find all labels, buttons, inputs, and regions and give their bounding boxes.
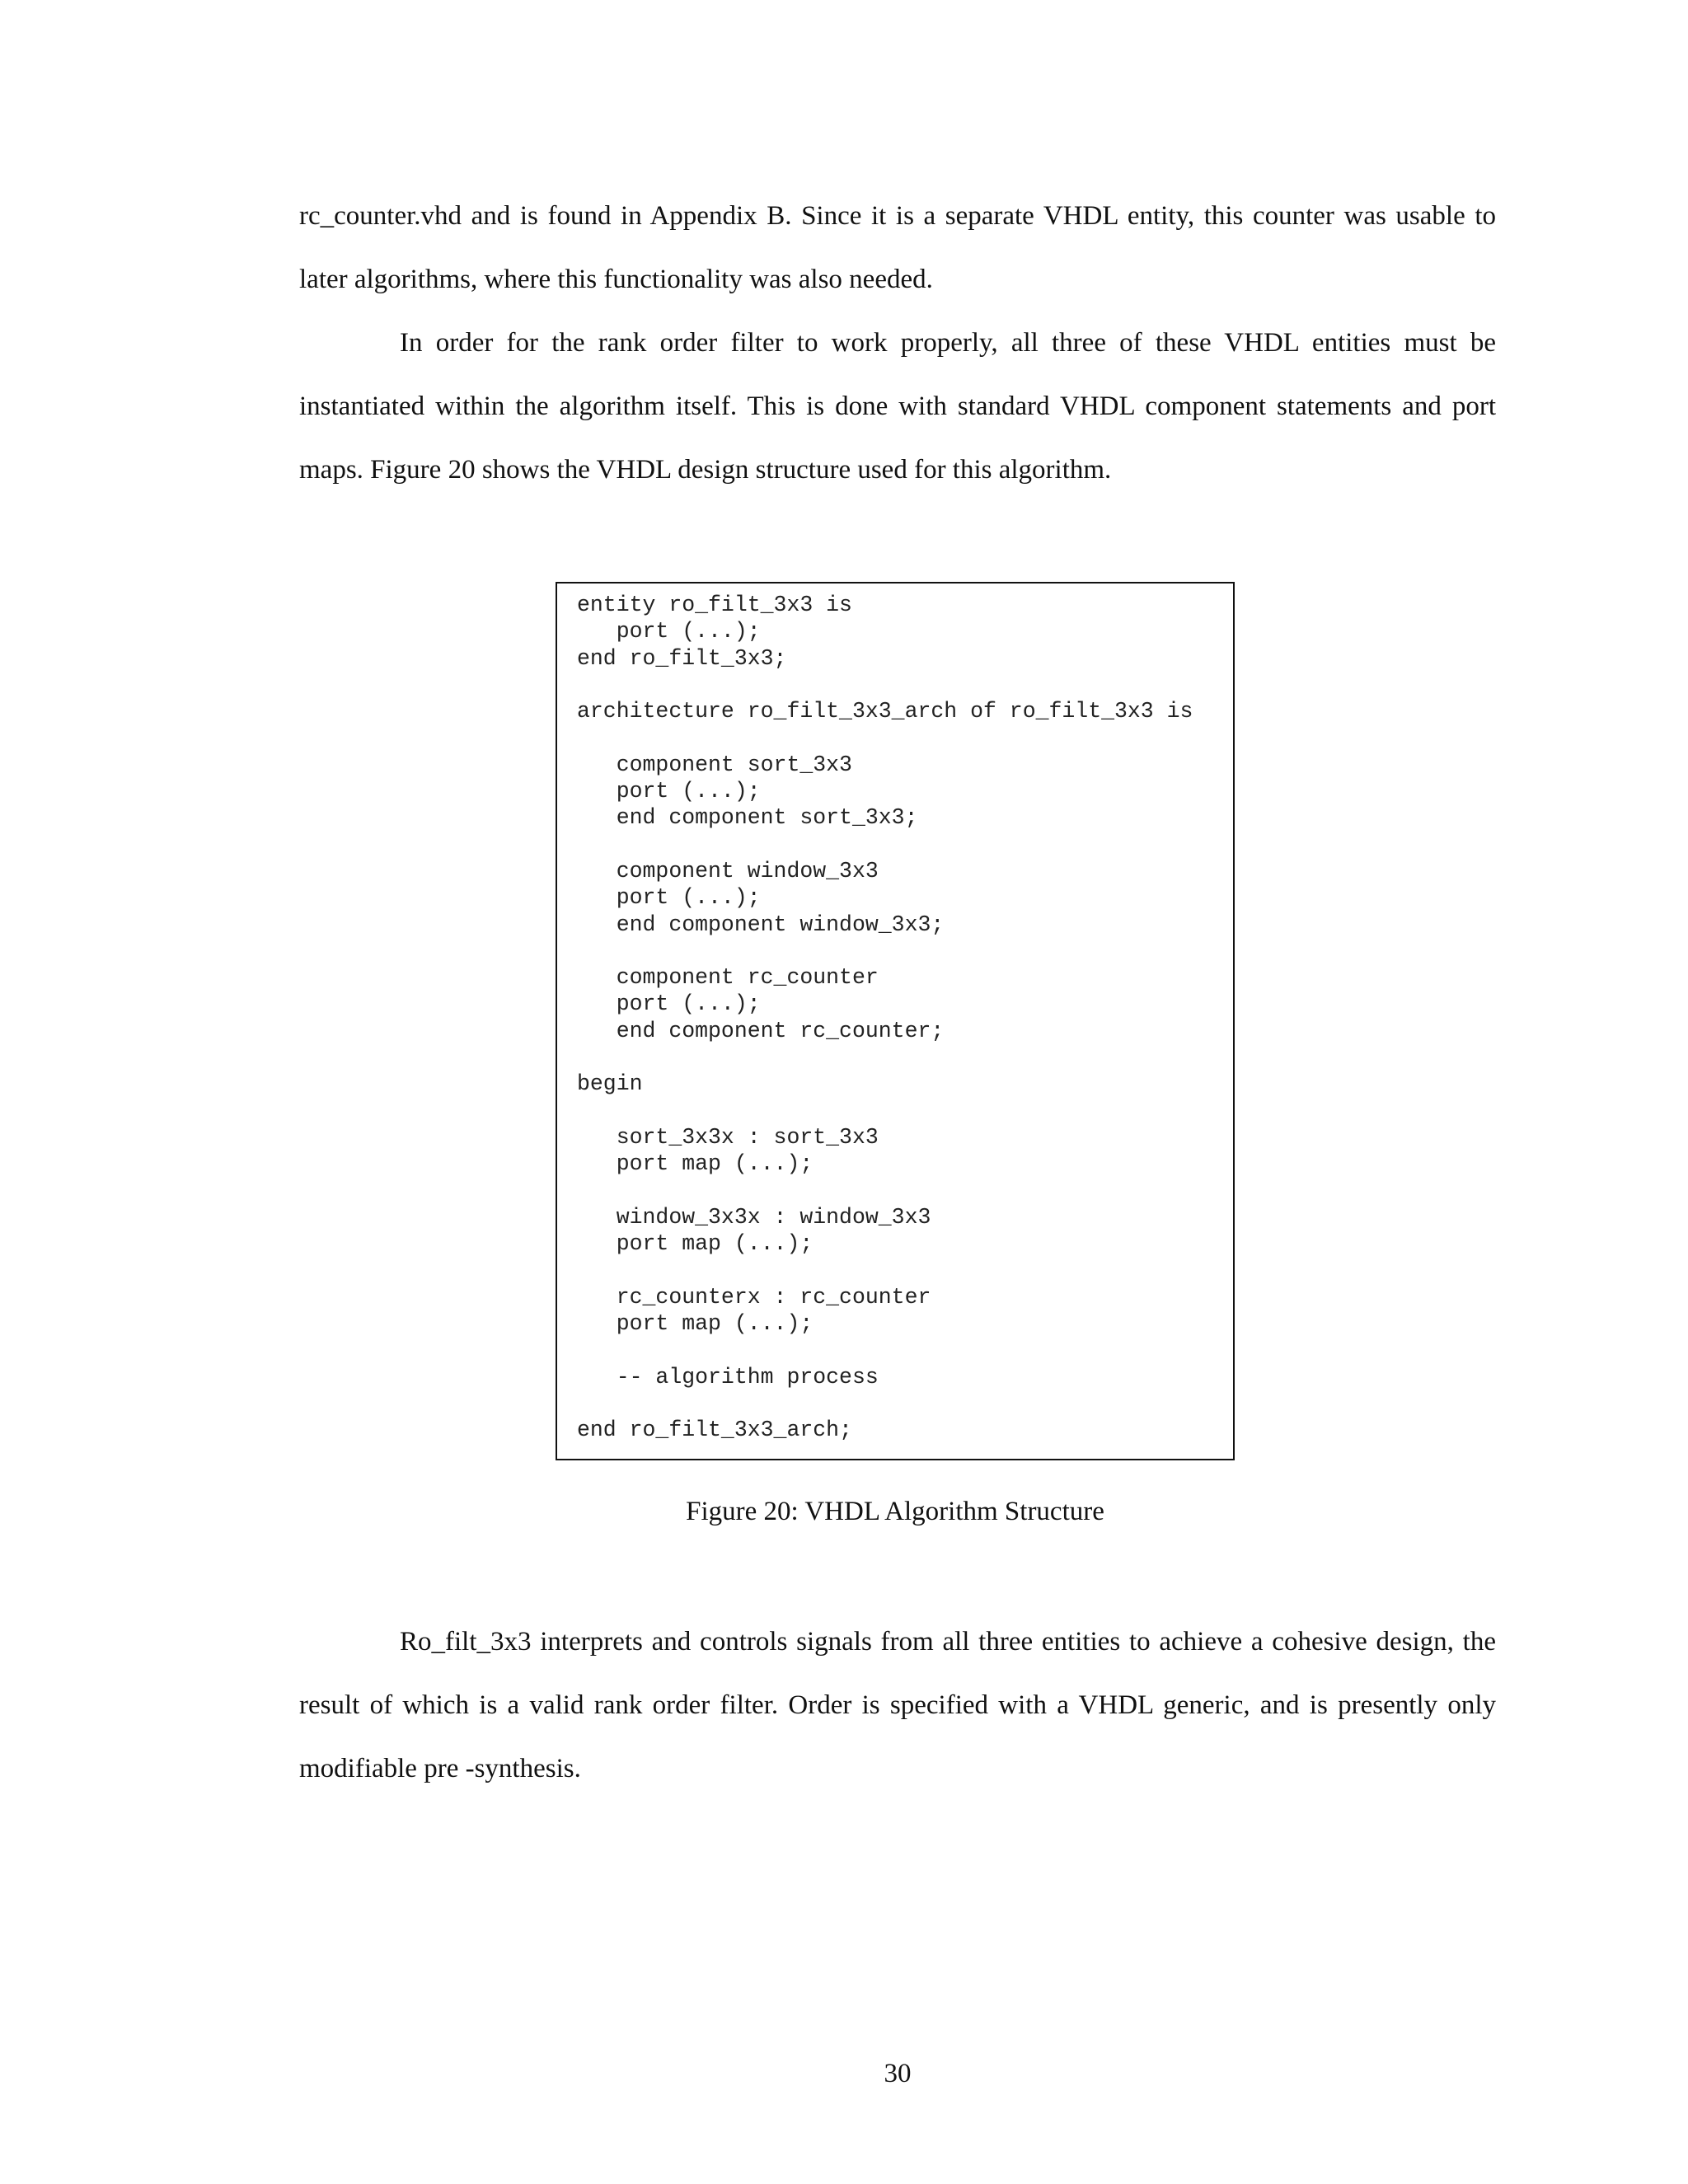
body-paragraph-3: Ro_filt_3x3 interprets and controls signals from all three entities to achieve a cohesive design, the result of which is a valid rank order filter. Order is specified with a VHDL generic, and is presently only modifiable pre -synthesis. — [299, 1627, 1496, 1783]
figure-caption: Figure 20: VHDL Algorithm Structure — [686, 1497, 1104, 1526]
page-number: 30 — [884, 2059, 912, 2088]
body-paragraph-2: In order for the rank order filter to work properly, all three of these VHDL entities must be instantiated within the algorithm itself. This is done with standard VHDL component statements and port maps. Figure 20 shows the VHDL design structure used for this algorithm. — [299, 328, 1496, 485]
body-paragraph-1: rc_counter.vhd and is found in Appendix B. Since it is a separate VHDL entity, this counter was usable to later algorithms, where this functionality was also needed. — [299, 201, 1496, 294]
vhdl-code-listing: entity ro_filt_3x3 is port (...); end ro_filt_3x3; architecture ro_filt_3x3_arch of ro_filt_3x3 is component sort_3x3 port (...); end component sort_3x3; component window_3x3 port (...); end component window_3x3; component rc_counter port (...); end component rc_counter; begin sort_3x3x : sort_3x3 port map (...); window_3x3x : window_3x3 port map (...); rc_counterx : rc_counter port map (...); -- algorithm process end ro_filt_3x3_arch; — [577, 593, 1193, 1443]
vhdl-code-figure — [556, 582, 1235, 1460]
